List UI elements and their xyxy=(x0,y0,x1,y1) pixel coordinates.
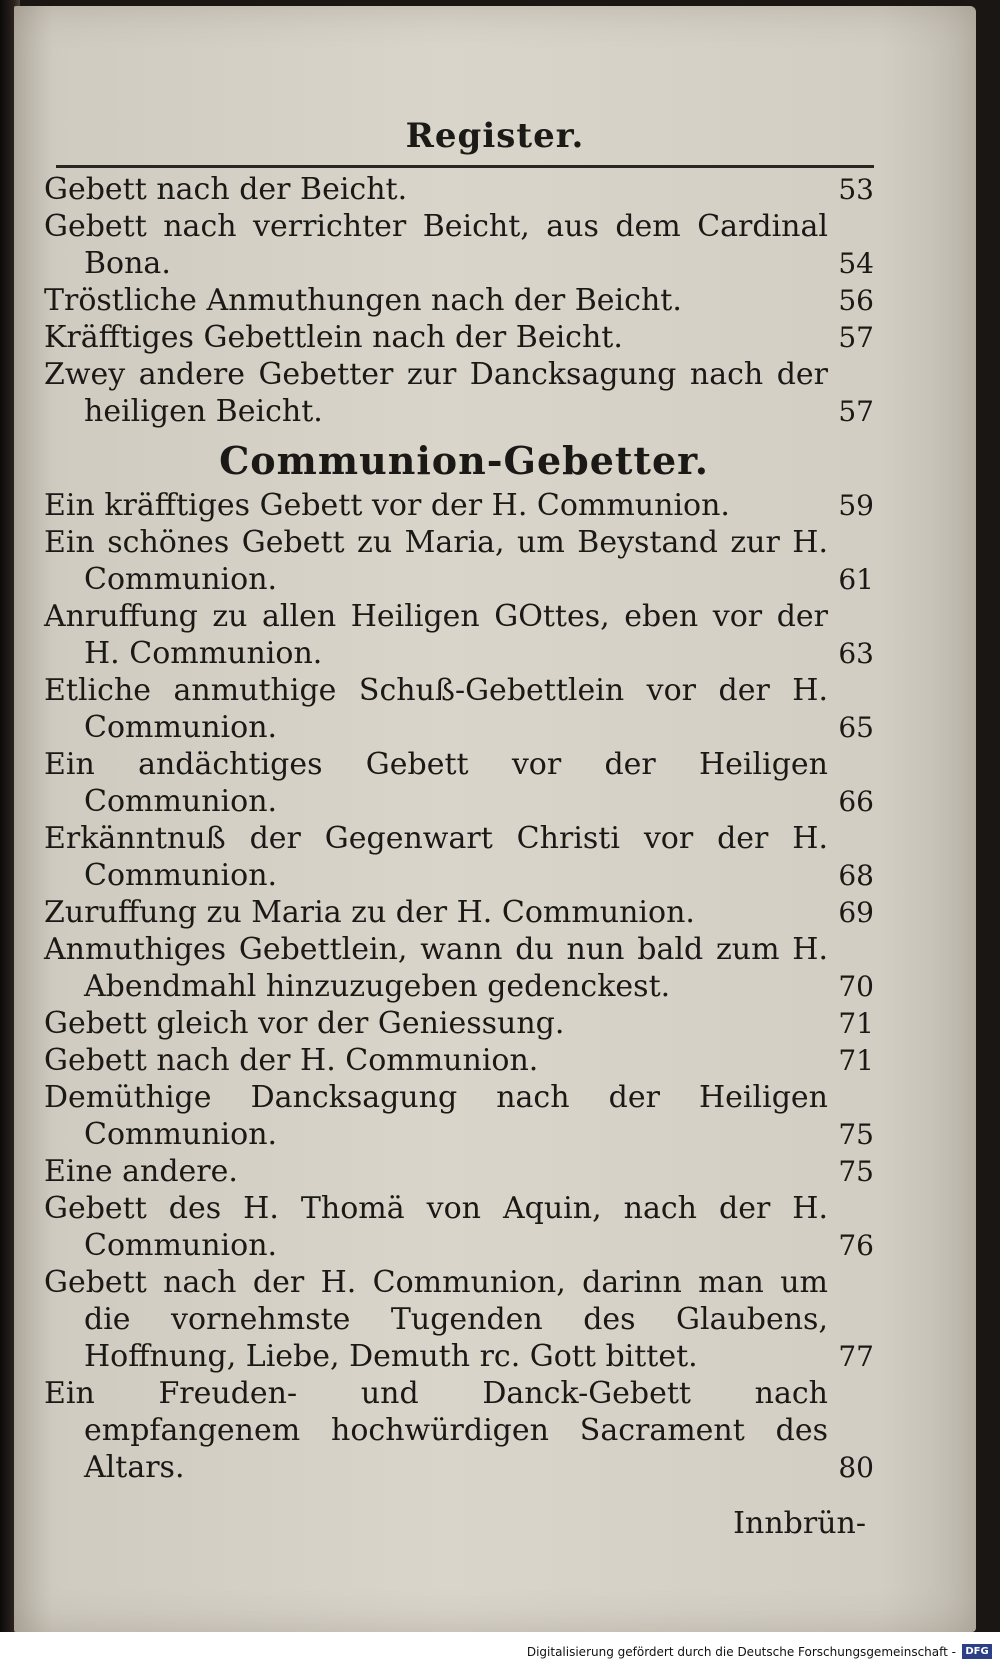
register-entry xyxy=(44,672,884,746)
entry-page: 68 xyxy=(838,859,874,892)
entry-text: Gebett nach verrichter Beicht, aus dem Cardinal Bona. xyxy=(44,209,828,281)
entry-text: Ein Freuden- und Danck-Gebett nach empfangenem hochwürdigen Sacrament des Altars. xyxy=(44,1376,828,1485)
entry-text: Ein kräfftiges Gebett vor der H. Communion. xyxy=(44,488,730,523)
entry-page: 80 xyxy=(838,1451,874,1484)
register-entry xyxy=(44,598,884,672)
register-entry xyxy=(44,1153,884,1190)
register-entries xyxy=(44,171,884,1486)
book-page xyxy=(14,6,976,1632)
section-heading: Communion-Gebetter. xyxy=(219,438,709,483)
entry-page: 70 xyxy=(838,970,874,1003)
entry-text: Ein andächtiges Gebett vor der Heiligen Communion. xyxy=(44,747,828,819)
register-entry xyxy=(44,524,884,598)
entry-page: 75 xyxy=(838,1155,874,1188)
entry-page: 54 xyxy=(838,247,874,280)
entry-page: 57 xyxy=(838,321,874,354)
entry-page: 76 xyxy=(838,1229,874,1262)
register-entry xyxy=(44,356,884,430)
entry-text: Zuruffung zu Maria zu der H. Communion. xyxy=(44,895,695,930)
entry-page: 57 xyxy=(838,395,874,428)
register-entry xyxy=(44,208,884,282)
entry-page: 65 xyxy=(838,711,874,744)
entry-text: Gebett nach der Beicht. xyxy=(44,172,408,207)
entry-text: Zwey andere Gebetter zur Dancksagung nach der heiligen Beicht. xyxy=(44,357,828,429)
register-entry xyxy=(44,319,884,356)
entry-text: Eine andere. xyxy=(44,1154,238,1189)
entry-text: Anmuthiges Gebettlein, wann du nun bald zum H. Abendmahl hinzuzugeben gedenckest. xyxy=(44,932,828,1004)
entry-text: Gebett nach der H. Communion. xyxy=(44,1043,539,1078)
entry-text: Ein schönes Gebett zu Maria, um Beystand zur H. Communion. xyxy=(44,525,828,597)
entry-text: Gebett gleich vor der Geniessung. xyxy=(44,1006,565,1041)
register-entry xyxy=(44,894,884,931)
entry-page: 71 xyxy=(838,1007,874,1040)
register-entry xyxy=(44,746,884,820)
entry-text: Etliche anmuthige Schuß-Gebettlein vor der H. Communion. xyxy=(44,673,828,745)
register-entry xyxy=(44,1190,884,1264)
entry-page: 75 xyxy=(838,1118,874,1151)
register-entry xyxy=(44,931,884,1005)
entry-text: Anruffung zu allen Heiligen GOttes, eben vor der H. Communion. xyxy=(44,599,828,671)
entry-page: 61 xyxy=(838,563,874,596)
entry-text: Erkänntnuß der Gegenwart Christi vor der H. Communion. xyxy=(44,821,828,893)
header-rule xyxy=(56,165,874,168)
entry-text: Gebett nach der H. Communion, darinn man um die vornehmste Tugenden des Glaubens, Hoffnung, Liebe, Demuth rc. Gott bittet. xyxy=(44,1265,828,1374)
register-entry xyxy=(44,1079,884,1153)
register-entry xyxy=(44,487,884,524)
entry-page: 59 xyxy=(838,489,874,522)
entry-text: Tröstliche Anmuthungen nach der Beicht. xyxy=(44,283,682,318)
funding-note: Digitalisierung gefördert durch die Deutsche Forschungsgemeinschaft - xyxy=(526,1645,956,1659)
entry-page: 63 xyxy=(838,637,874,670)
entry-page: 66 xyxy=(838,785,874,818)
page-header: Register. xyxy=(405,116,585,156)
register-entry xyxy=(44,820,884,894)
register-entry xyxy=(44,1005,884,1042)
register-entry xyxy=(44,1042,884,1079)
entry-page: 53 xyxy=(838,173,874,206)
entry-text: Demüthige Dancksagung nach der Heiligen Communion. xyxy=(44,1080,828,1152)
entry-page: 77 xyxy=(838,1340,874,1373)
entry-page: 56 xyxy=(838,284,874,317)
entry-text: Kräfftiges Gebettlein nach der Beicht. xyxy=(44,320,623,355)
register-entry xyxy=(44,1264,884,1375)
entry-text: Gebett des H. Thomä von Aquin, nach der H. Communion. xyxy=(44,1191,828,1263)
register-entry xyxy=(44,282,884,319)
catchword: Innbrün- xyxy=(733,1506,866,1541)
entry-page: 71 xyxy=(838,1044,874,1077)
dfg-logo-icon: DFG xyxy=(962,1644,992,1659)
register-entry xyxy=(44,1375,884,1486)
entry-page: 69 xyxy=(838,896,874,929)
register-entry xyxy=(44,171,884,208)
